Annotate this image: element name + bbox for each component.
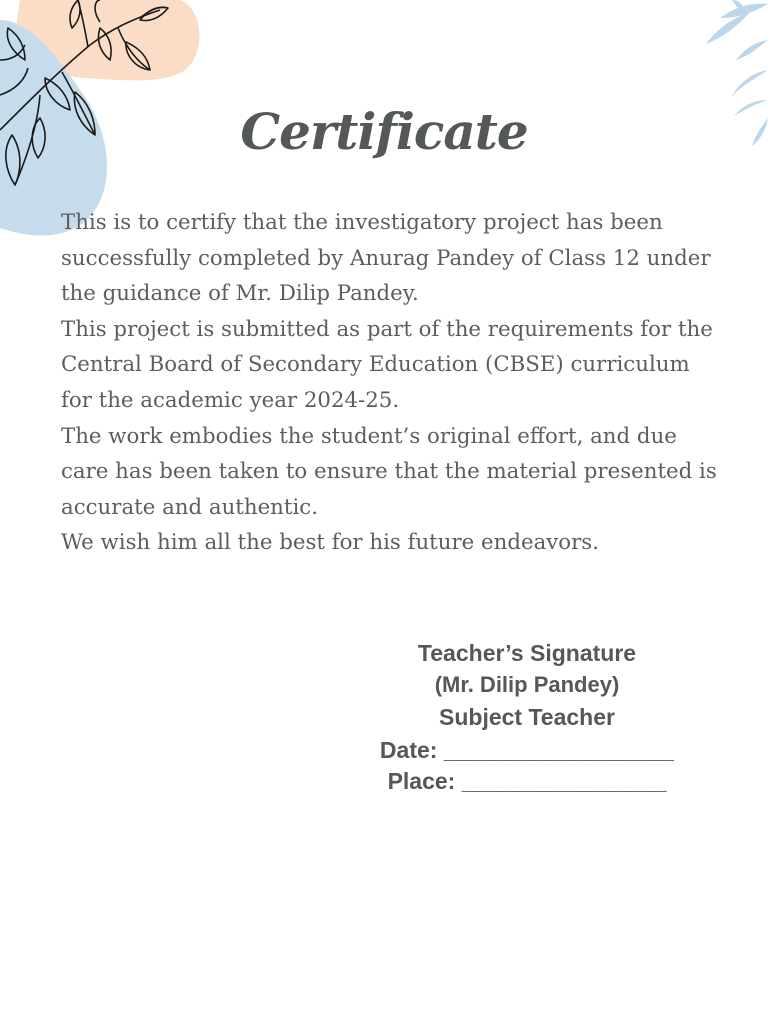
body-paragraph: We wish him all the best for his future endeavors. [61,530,599,556]
teacher-role: Subject Teacher [439,704,615,730]
place-line: Place: ________________ [387,768,667,794]
signature-label: Teacher’s Signature [417,640,637,666]
signature-block [372,638,682,797]
body-paragraph: This project is submitted as part of the requirements for the Central Board of Secondary Education (CBSE) curriculum for the academic year 2024-25. [61,316,713,413]
teacher-name: (Mr. Dilip Pandey) [434,672,620,697]
certificate-body [61,205,721,561]
certificate-title: Certificate [240,102,528,161]
body-paragraph: This is to certify that the investigatory project has been successfully completed by Anurag Pandey of Class 12 under the guidance of Mr. Dilip Pandey. [61,210,711,307]
body-paragraph: The work embodies the student’s original effort, and due care has been taken to ensure that the material presented is accurate and authentic. [61,423,717,520]
date-line: Date: __________________ [379,737,675,763]
